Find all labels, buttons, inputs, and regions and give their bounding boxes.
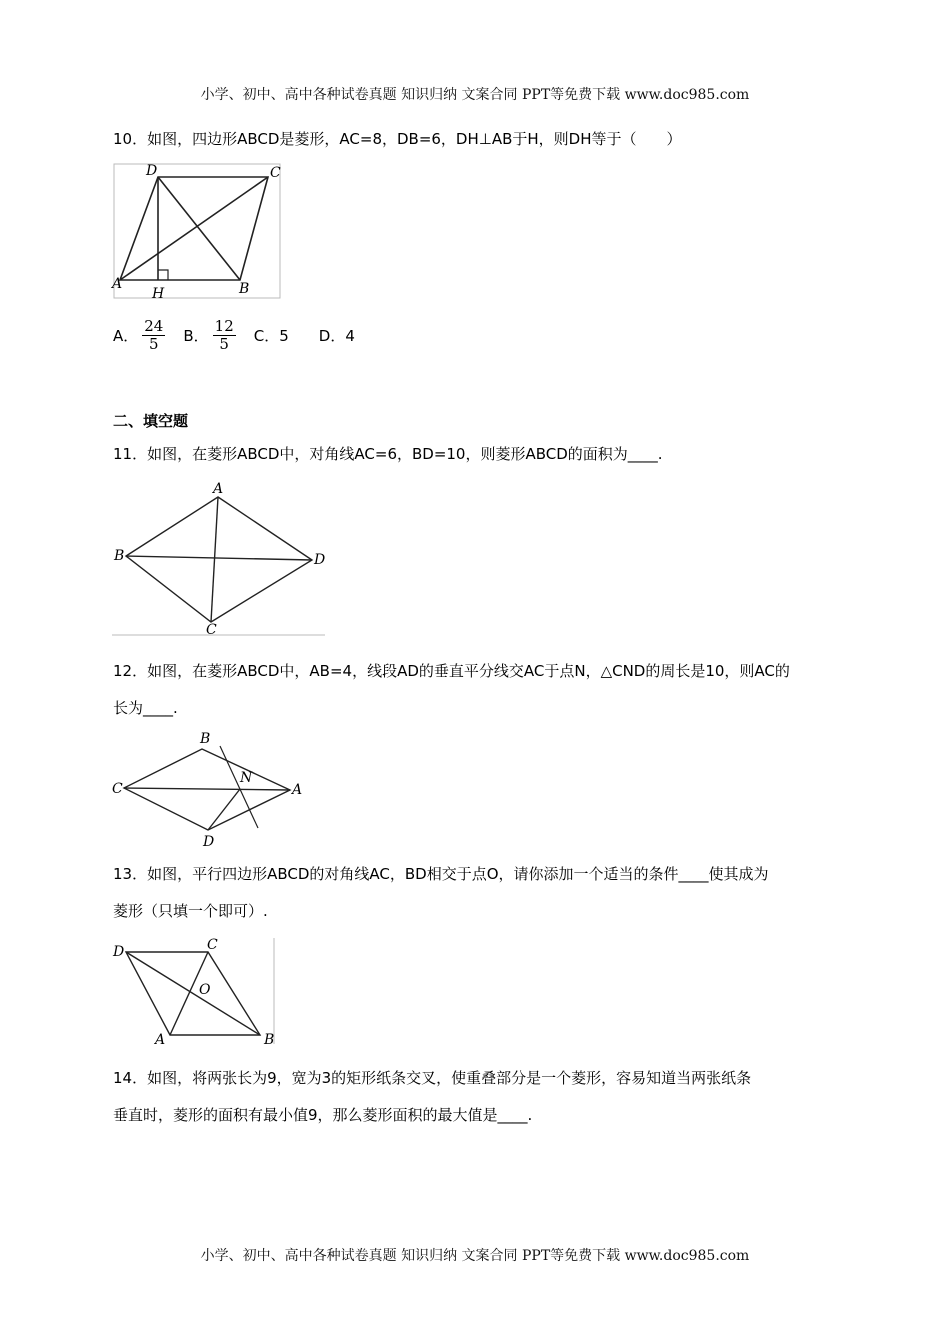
q12-figure	[110, 728, 310, 848]
q13-text-line2: 菱形（只填一个即可）.	[113, 902, 268, 920]
q10-option-a: A． $\frac{24}{5}$	[113, 317, 164, 353]
section-title-fill-blank: 二、填空题	[113, 412, 189, 430]
q10-label-b: B	[239, 281, 250, 297]
q11-label-c: C	[206, 622, 217, 638]
q13-label-a: A	[155, 1032, 166, 1048]
q10-label-h: H	[152, 286, 165, 302]
q10-option-c: C．5	[253, 327, 289, 345]
q11-label-d: D	[314, 552, 326, 568]
q14-text-line1: 14．如图，将两张长为9，宽为3的矩形纸条交叉，使重叠部分是一个菱形，容易知道当两张纸条	[113, 1069, 752, 1087]
q11-figure	[110, 480, 330, 640]
q12-label-n: N	[240, 770, 253, 786]
q14-text-line2: 垂直时，菱形的面积有最小值9，那么菱形面积的最大值是____.	[113, 1106, 533, 1124]
q11-label-b: B	[114, 548, 125, 564]
q10-figure	[108, 162, 288, 302]
q10-label-a: A	[112, 276, 123, 292]
q10-text: 10．如图，四边形ABCD是菱形，AC=8，DB=6，DH⊥AB于H，则DH等于（ ）	[113, 130, 682, 148]
q13-figure	[108, 936, 288, 1048]
q10-option-b: B． $\frac{12}{5}$	[183, 317, 234, 353]
q13-label-c: C	[207, 937, 218, 953]
q12-label-a: A	[292, 782, 303, 798]
q13-label-o: O	[199, 982, 211, 998]
q13-label-d: D	[113, 944, 125, 960]
q10-label-c: C	[270, 165, 281, 181]
q12-label-d: D	[203, 834, 215, 848]
q13-label-b: B	[264, 1032, 275, 1048]
q11-text: 11．如图，在菱形ABCD中，对角线AC=6，BD=10，则菱形ABCD的面积为____.	[113, 445, 663, 463]
q12-label-b: B	[200, 731, 211, 747]
q10-option-d: D．4	[318, 327, 355, 345]
q12-text-line1: 12．如图，在菱形ABCD中，AB=4，线段AD的垂直平分线交AC于点N，△CND的周长是10，则AC的	[113, 662, 790, 680]
q11-label-a: A	[213, 481, 224, 497]
q12-text-line2: 长为____.	[113, 699, 178, 717]
q10-label-d: D	[146, 163, 158, 179]
q13-text-line1: 13．如图，平行四边形ABCD的对角线AC，BD相交于点O，请你添加一个适当的条件____使其成为	[113, 865, 769, 883]
page-header: 小学、初中、高中各种试卷真题 知识归纳 文案合同 PPT等免费下载 www.doc985.com	[200, 87, 750, 103]
q10-options	[113, 318, 369, 353]
page-footer: 小学、初中、高中各种试卷真题 知识归纳 文案合同 PPT等免费下载 www.doc985.com	[200, 1248, 750, 1264]
q12-label-c: C	[112, 781, 123, 797]
